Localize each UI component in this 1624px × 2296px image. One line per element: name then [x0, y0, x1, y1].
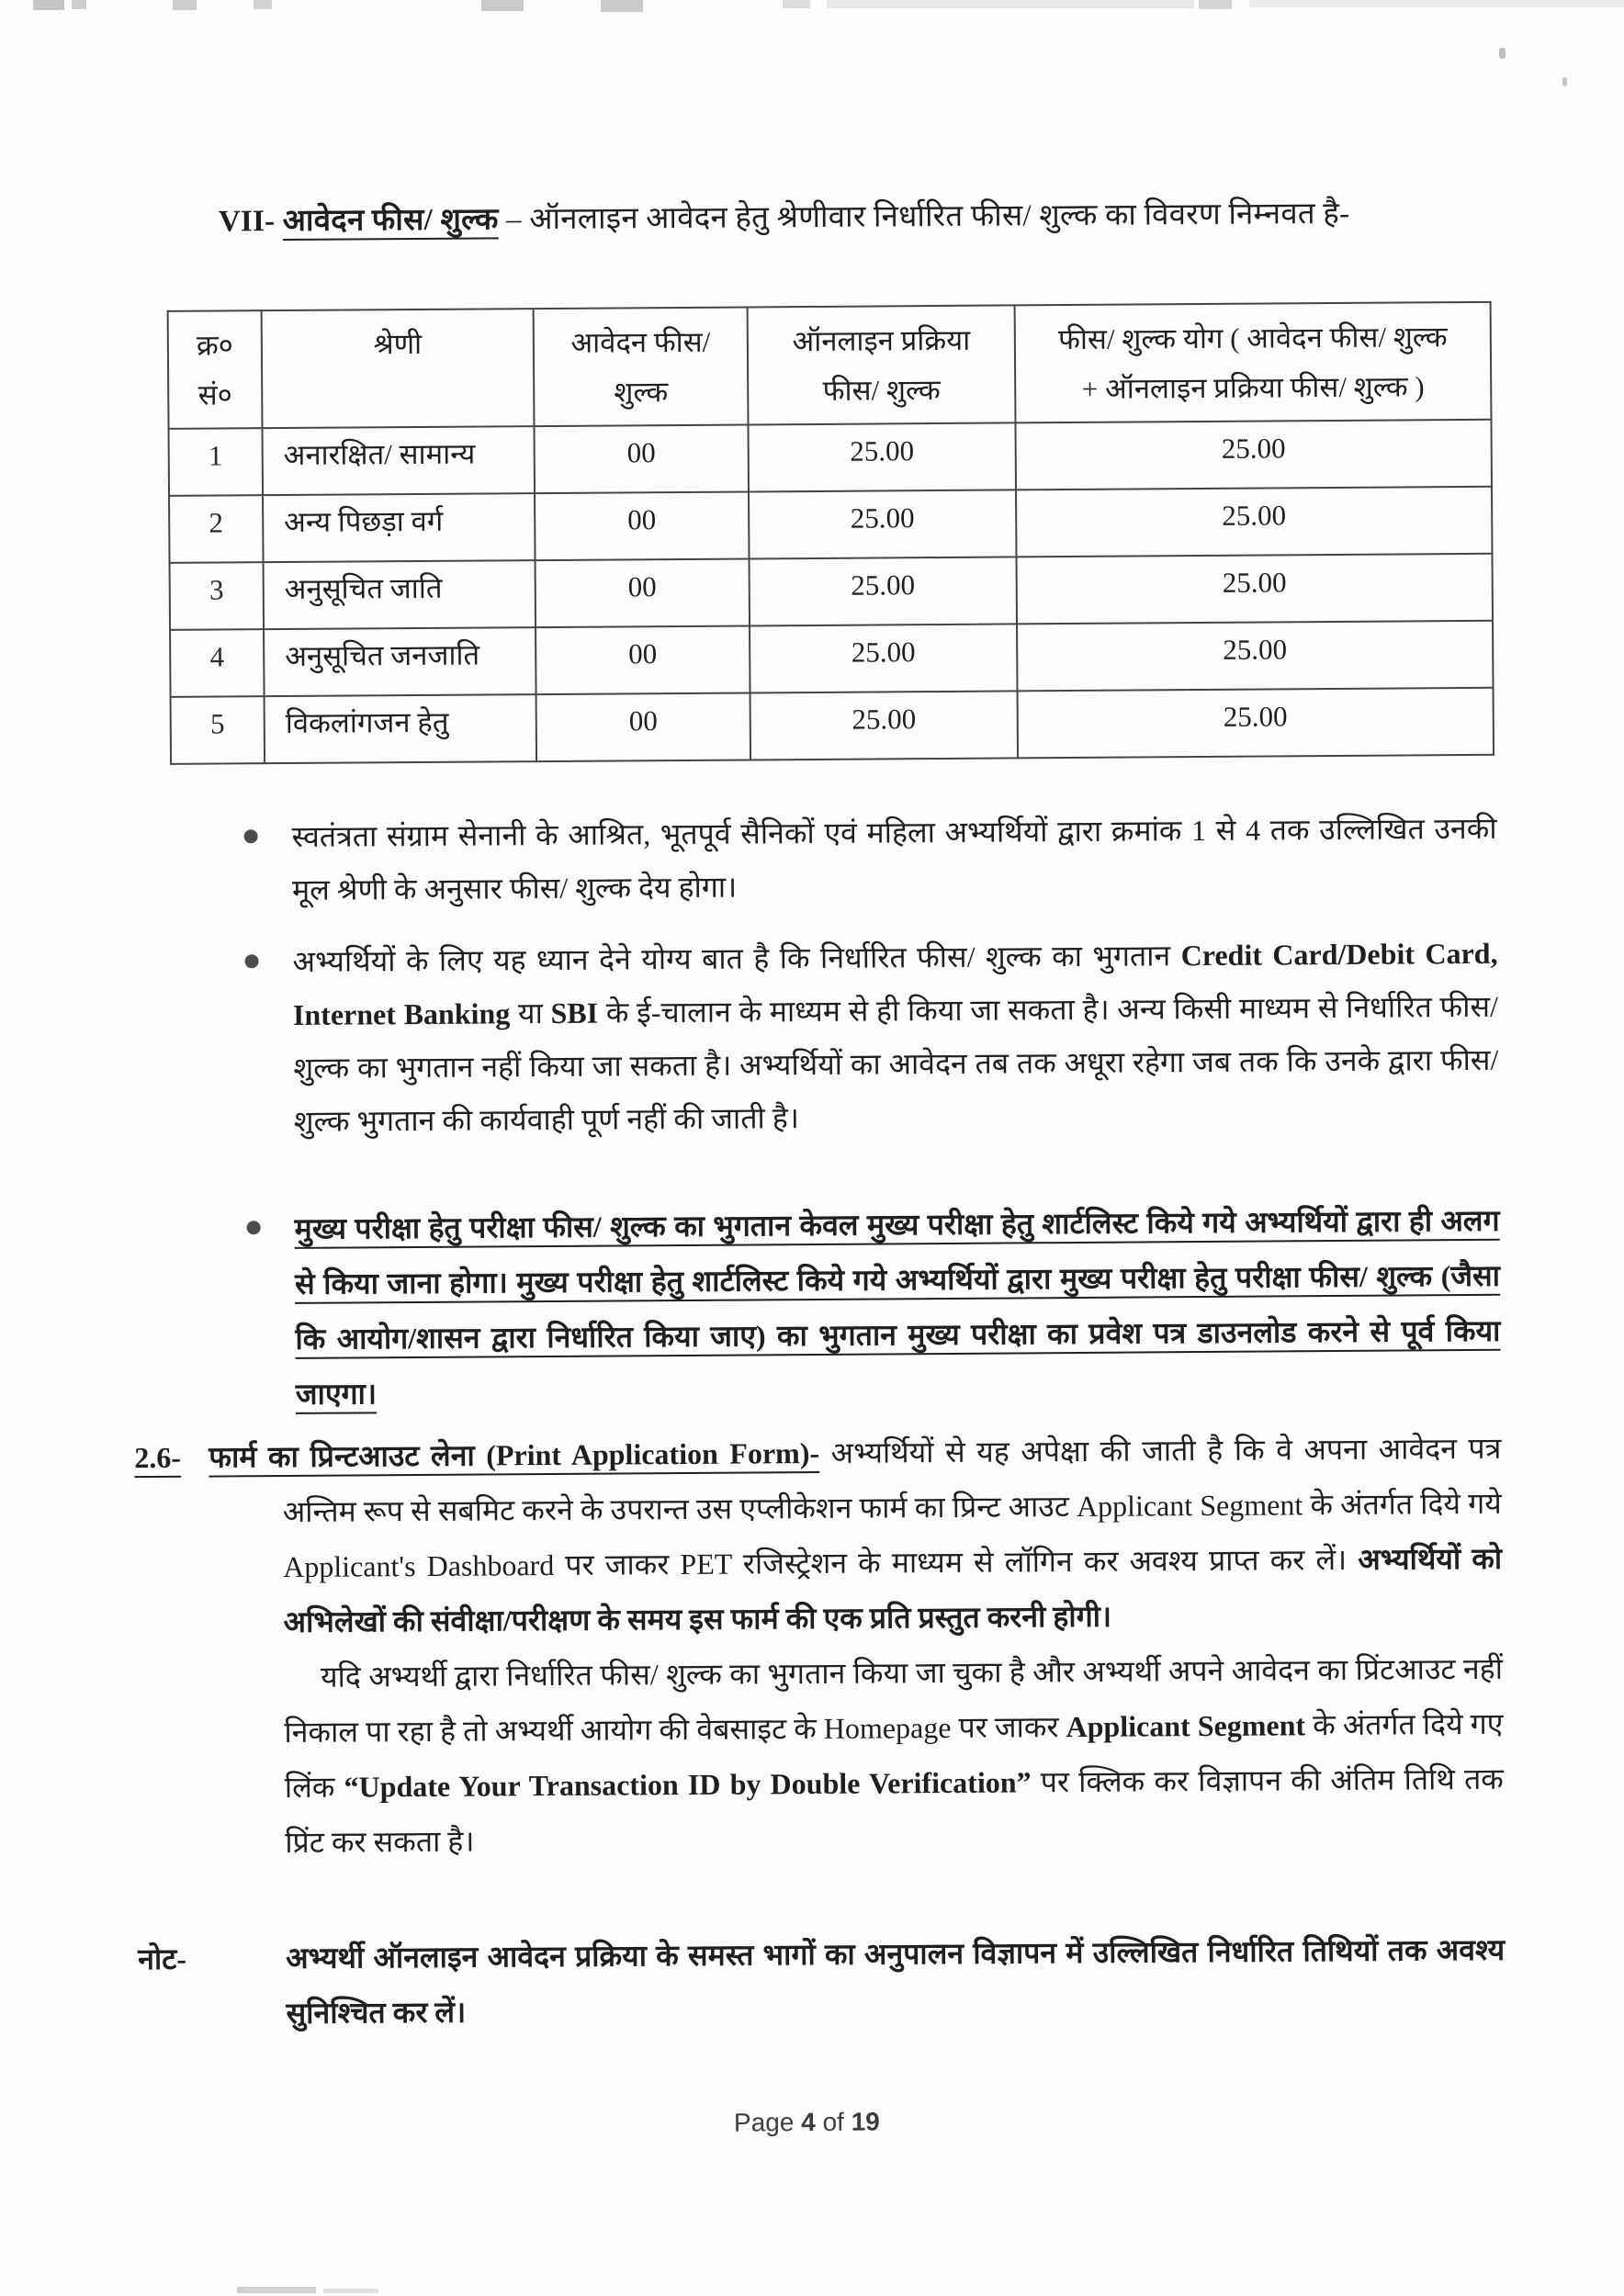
section-title: VII- आवेदन फीस/ शुल्क – ऑनलाइन आवेदन हेतु श्रेणीवार निर्धारित फीस/ शुल्क का विवरण निम्नवत है-	[218, 197, 1350, 239]
table-cell: 00	[535, 491, 750, 560]
col-header-serial: क्र० सं०	[168, 310, 263, 429]
table-cell: 25.00	[750, 624, 1018, 692]
section-paragraph: यदि अभ्यर्थी द्वारा निर्धारित फीस/ शुल्क का भुगतान किया जा चुका है और अभ्यर्थी अपने आवेदन का प्रिंटआउट नहीं निकाल पा रहा है तो अभ्यर्थी आयोग की वेबसाइट के Homepage पर जाकर Applicant Segment के अंतर्गत दिये गए लिंक “Update Your Transaction ID by Double Verification” पर क्लिक कर विज्ञापन की अंतिम तिथि तक प्रिंट कर सकता है।	[284, 1651, 1504, 1860]
fee-table	[167, 301, 1494, 765]
table-cell: 25.00	[1017, 554, 1493, 625]
note-label: नोट-	[138, 1941, 187, 1976]
table-cell: 1	[169, 428, 264, 496]
bullet-text: स्वतंत्रता संग्राम सेनानी के आश्रित, भूतपूर्व सैनिकों एवं महिला अभ्यर्थियों द्वारा क्रमांक 1 से 4 तक उल्लिखित उनकी मूल श्रेणी के अनुसार फीस/ शुल्क देय होगा।	[291, 811, 1497, 906]
bullet-item	[292, 927, 1499, 1148]
table-cell: 25.00	[1017, 621, 1493, 692]
table-cell: 4	[170, 629, 265, 697]
table-row	[169, 487, 1492, 563]
table-cell: अन्य पिछड़ा वर्ग	[263, 493, 536, 562]
bullet-text: मुख्य परीक्षा हेतु परीक्षा फीस/ शुल्क का भुगतान केवल मुख्य परीक्षा हेतु शार्टलिस्ट किये गये अभ्यर्थियों द्वारा ही अलग से किया जाना होगा। मुख्य परीक्षा हेतु शार्टलिस्ट किये गये अभ्यर्थियों द्वारा मुख्य परीक्षा हेतु परीक्षा फीस/ शुल्क (जैसा कि आयोग/शासन द्वारा निर्धारित किया जाए) का भुगतान मुख्य परीक्षा का प्रवेश पत्र डाउनलोड करने से पूर्व किया जाएगा।	[294, 1203, 1501, 1411]
note-block	[125, 1922, 1506, 2042]
section-print-application-form	[121, 1421, 1504, 1871]
table-cell: 3	[170, 562, 265, 630]
table-cell: अनुसूचित जाति	[264, 560, 536, 629]
table-cell: 2	[169, 495, 264, 563]
bullet-item	[294, 1193, 1501, 1422]
col-header-total-fee: फीस/ शुल्क योग ( आवेदन फीस/ शुल्क + ऑनलाइन प्रक्रिया फीस/ शुल्क )	[1015, 302, 1492, 423]
table-cell: 00	[536, 558, 750, 627]
table-cell: 25.00	[1016, 487, 1492, 557]
bullet-icon	[245, 954, 259, 968]
table-cell: 00	[535, 424, 750, 493]
section-paragraph: फार्म का प्रिन्टआउट लेना (Print Application Form)- अभ्यर्थियों से यह अपेक्षा की जाती है कि वे अपना आवेदन पत्र अन्तिम रूप से सबमिट करने के उपरान्त उस एप्लीकेशन फार्म का प्रिन्ट आउट Applicant Segment के अंतर्गत दिये गये Applicant's Dashboard पर जाकर PET रजिस्ट्रेशन के माध्यम से लॉगिन कर अवश्य प्राप्त कर लें। अभ्यर्थियों को अभिलेखों की संवीक्षा/परीक्षण के समय इस फार्म की एक प्रति प्रस्तुत करनी होगी।	[209, 1431, 1503, 1639]
table-cell: 25.00	[1018, 688, 1494, 759]
table-row	[171, 688, 1494, 764]
table-row	[170, 554, 1493, 630]
table-cell: 25.00	[750, 691, 1019, 760]
table-cell: अनारक्षित/ सामान्य	[263, 426, 536, 495]
table-cell: 00	[536, 692, 751, 761]
bullet-icon	[247, 1221, 261, 1234]
table-row	[169, 420, 1492, 496]
bullet-item	[291, 802, 1497, 917]
col-header-application-fee: आवेदन फीस/ शुल्क	[534, 307, 749, 426]
table-row	[170, 621, 1493, 697]
table-cell: 5	[171, 696, 265, 764]
table-cell: 25.00	[749, 422, 1017, 491]
col-header-category: श्रेणी	[262, 309, 535, 428]
table-cell: 25.00	[749, 490, 1017, 558]
note-text: अभ्यर्थी ऑनलाइन आवेदन प्रक्रिया के समस्त भागों का अनुपालन विज्ञापन में उल्लिखित निर्धारित तिथियों तक अवश्य सुनिश्चित कर लें।	[286, 1932, 1506, 2031]
table-cell: 25.00	[750, 557, 1018, 625]
table-cell: विकलांगजन हेतु	[265, 694, 537, 763]
page-footer: Page 4 of 19	[733, 2107, 880, 2137]
col-header-online-process-fee: ऑनलाइन प्रक्रिया फीस/ शुल्क	[748, 305, 1016, 424]
table-cell: 25.00	[1015, 420, 1491, 490]
bullet-text: अभ्यर्थियों के लिए यह ध्यान देने योग्य बात है कि निर्धारित फीस/ शुल्क का भुगतान Credit Card/Debit Card, Internet Banking या SBI के ई-चालान के माध्यम से ही किया जा सकता है। अन्य किसी माध्यम से निर्धारित फीस/ शुल्क का भुगतान नहीं किया जा सकता है। अभ्यर्थियों का आवेदन तब तक अधूरा रहेगा जब तक कि उनके द्वारा फीस/ शुल्क भुगतान की कार्यवाही पूर्ण नहीं की जाती है।	[292, 936, 1499, 1138]
fee-table-body	[169, 420, 1494, 764]
table-header-row	[168, 302, 1492, 429]
table-cell: 00	[536, 625, 750, 694]
table-cell: अनुसूचित जनजाति	[264, 627, 536, 696]
bullet-icon	[244, 829, 258, 843]
section-number: 2.6-	[134, 1440, 182, 1475]
